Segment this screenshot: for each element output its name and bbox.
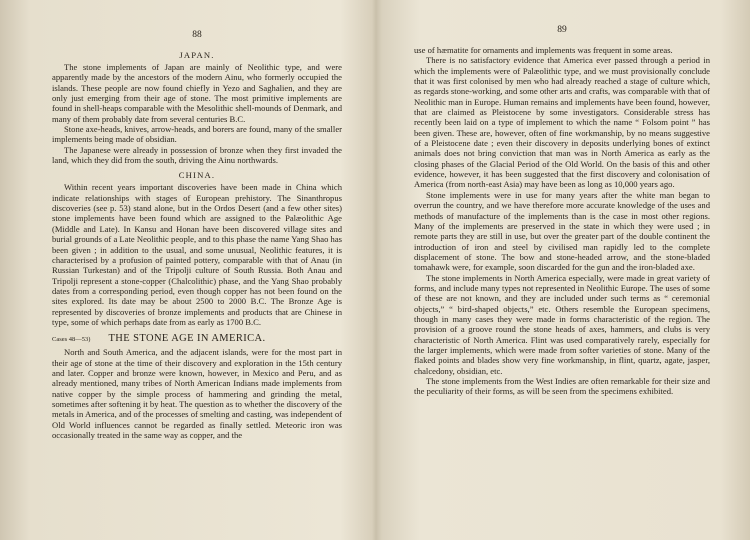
right-page [414,25,710,397]
paragraph: The stone implements from the West Indies are often remarkable for their size and the peculiarity of their forms, as will be seen from the specimens exhibited. [414,376,710,397]
section-title: THE STONE AGE IN AMERICA. [108,333,266,345]
paragraph: use of hæmatite for ornaments and implements was frequent in some areas. [414,45,673,55]
section-heading-china: CHINA. [178,170,216,181]
paragraph: North and South America, and the adjacent islands, were for the most part in their age of stone at the time of their discovery and exploration in the 15th century and later. Copper and bronze were known, however, in Mexico and Peru, and as already mentioned, many tribes of North American Indians made implements from native copper by the simple process of hammering and grinding the metal, sometimes after softening it by heat. The question as to whether the discovery of the metals in America, and of the processes of smelting and casting, was independent of Old World influences cannot be regarded as finally settled. Meteoric iron was occasionally treated in the same way as copper, and the [52,347,342,440]
page-number: 88 [192,30,202,40]
paragraph: Stone implements were in use for many years after the white man began to overrun the country, and we have therefore more accurate knowledge of the uses and methods of manufacture of the implements than is the case in most other regions. Many of the implements are preserved in the state in which they were used ; in remote parts they are still in use, but over the greater part of the double continent the introduction of iron and steel by civilised man rapidly led to the complete displacement of stone. The bow and stone-headed arrow, and the stone-bladed tomahawk were, for example, soon discarded for the gun and the iron-bladed axe. [414,189,710,273]
paragraph: There is no satisfactory evidence that America ever passed through a period in which the implements were of Palæolithic type, and we must provisionally conclude that it was first colonised by men who had already reached a stage of culture which, as regards stone-working, and some other arts and crafts, was comparable with that of Neolithic man in Europe. Human remains and implements have been found, however, that are claimed as Pleistocene by some investigators. Considerable stress has recently been laid on a type of implement to which the name “ Folsom point ” has been given. These are, however, often of fine workmanship, by no means suggestive of a Pleistocene date ; even their discovery in deposits underlying bones of extinct animals does not bring conviction that man was in North America as early as the closing phases of the Glacial Period of the Old World. On the basis of this and other evidence, however, it has been suggested that the first discovery and colonisation of America (from north-east Asia) may have been as long as 10,000 years ago. [414,55,710,190]
cases-reference: Cases 48—53) [52,336,91,344]
paragraph: The stone implements in North America especially, were made in great variety of forms, and include many types not represented in Neolithic Europe. The uses of some of these are not known, and they are included under such terms as “ ceremonial objects,” “ bird-shaped objects,” etc. Others resemble the European specimens, though in many cases they were made in forms characteristic of the region. The provision of a groove round the stone heads of axes, hammers, and clubs is very characteristic of North America. Flint was used comparatively rarely, especially for the larger implements, which were made from softer varieties of stone. Many of the flaked points and blades show very fine workmanship, in flint, quartz, agate, jasper, chalcedony, obsidian, etc. [414,272,710,376]
paragraph: Within recent years important discoveries have been made in China which indicate relationships with stages of European prehistory. The Sinanthropus discoveries (see p. 53) stand alone, but in the Ordos Desert (and a few other sites) stone implements have been found which are assigned to the Palæolithic Age (Middle and Late). In Kansu and Honan have been discovered village sites and burial grounds of a Late Neolithic people, and to this phase the name Yang Shao has been given ; in addition to the usual, and some unusual, Neolithic features, it is characterised by a profusion of painted pottery, comparable with that of Anau (in Russian Turkestan) and of the Tripolji culture of South Russia. Both Anau and Tripolji represent a stone-copper (Chalcolithic) phase, and the Yang Shao probably dates from a corresponding period, even though copper has not been found on the sites explored. Its date may be about 2500 to 2000 B.C. The Bronze Age is represented by discoveries of bronze implements and products that are Chinese in type, some of which perhaps date from as early as 1700 B.C. [52,182,342,327]
paragraph: Stone axe-heads, knives, arrow-heads, and borers are found, many of the smaller implements being made of obsidian. [52,124,342,145]
section-heading-america [52,333,342,344]
section-heading-japan: JAPAN. [179,50,215,60]
paragraph: The Japanese were already in possession of bronze when they first invaded the land, which they did from the south, driving the Ainu northwards. [52,144,342,166]
left-page [52,30,342,440]
paragraph: The stone implements of Japan are mainly of Neolithic type, and were apparently made by the ancestors of the modern Ainu, who formerly occupied the islands. These people are now found chiefly in Yezo and Saghalien, and they are only just emerging from their age of stone. The most primitive implements are found in shell-heaps comparable with the Mesolithic shell-mounds of Denmark, and many of them probably date from several centuries B.C. [52,62,342,124]
page-number: 89 [557,25,567,35]
